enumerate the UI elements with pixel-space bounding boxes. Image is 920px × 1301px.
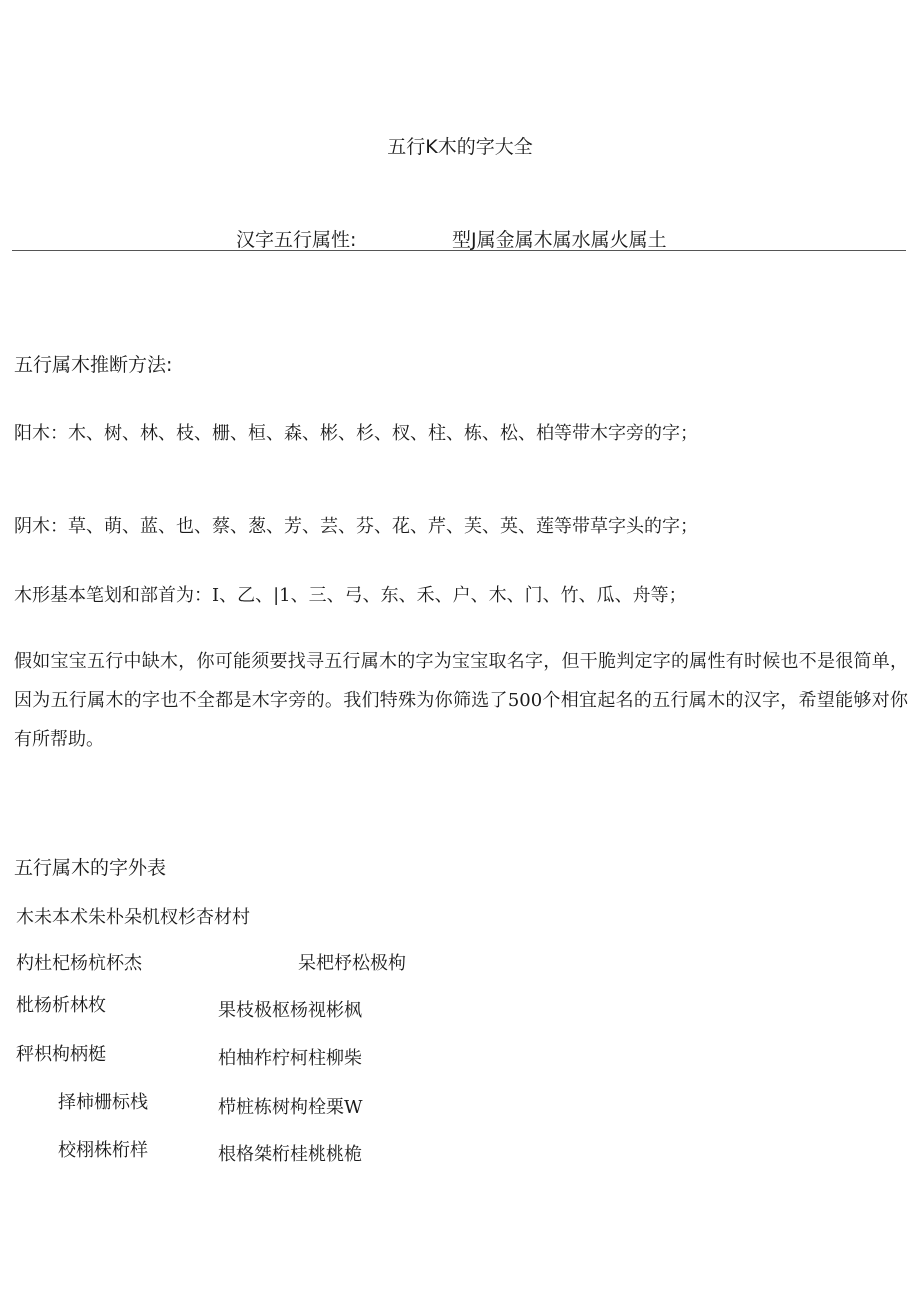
char-list-right: 果枝极枢杨视彬枫 [218, 1000, 362, 1021]
char-list-left: 择柿栅标栈 [58, 1092, 148, 1113]
char-list-left: 秤枳枸柄梃 [16, 1044, 106, 1065]
char-list-left: 杓杜杞杨杭杯杰 [16, 953, 142, 974]
char-list-right: 栉桩栋树枸栓栗W [218, 1097, 363, 1118]
char-list-right: 呆杷杼松极枸 [298, 953, 406, 974]
yin-wood-line: 阴木：草、萌、蓝、也、蔡、葱、芳、芸、芬、花、芹、芙、英、莲等带草字头的字； [14, 516, 698, 537]
char-row-1: 木未本术朱朴朵机杈杉杏材村 [16, 907, 250, 928]
page-title: 五行K木的字大全 [387, 136, 533, 158]
char-list-left: 校栩株桁样 [58, 1140, 148, 1161]
char-list-right: 根格桀桁桂桃桃桅 [218, 1144, 362, 1165]
char-list-left: 枇杨析林枚 [16, 995, 106, 1016]
table-heading: 五行属木的字外表 [14, 857, 167, 879]
divider [12, 250, 906, 251]
strokes-line: 木形基本笔划和部首为：I、乙、|1、三、弓、东、禾、户、木、门、竹、瓜、舟等； [14, 585, 687, 606]
attribute-label: 汉字五行属性: [236, 229, 357, 251]
method-heading: 五行属木推断方法: [14, 354, 173, 376]
yang-wood-line: 阳木：木、树、林、枝、栅、桓、森、彬、杉、杈、柱、栋、松、柏等带木字旁的字； [14, 423, 698, 444]
intro-paragraph: 假如宝宝五行中缺木，你可能须要找寻五行属木的字为宝宝取名字，但干脆判定字的属性有时候也不是很简单，因为五行属木的字也不全都是木字旁的。我们特殊为你筛选了500个相宜起名的五行属木的汉字，希望能够对你有所帮助。 [14, 651, 908, 750]
attribute-values: 型J属金属木属水属火属土 [452, 229, 667, 251]
char-list-right: 柏柚柞柠柯柱柳柴 [218, 1048, 362, 1069]
